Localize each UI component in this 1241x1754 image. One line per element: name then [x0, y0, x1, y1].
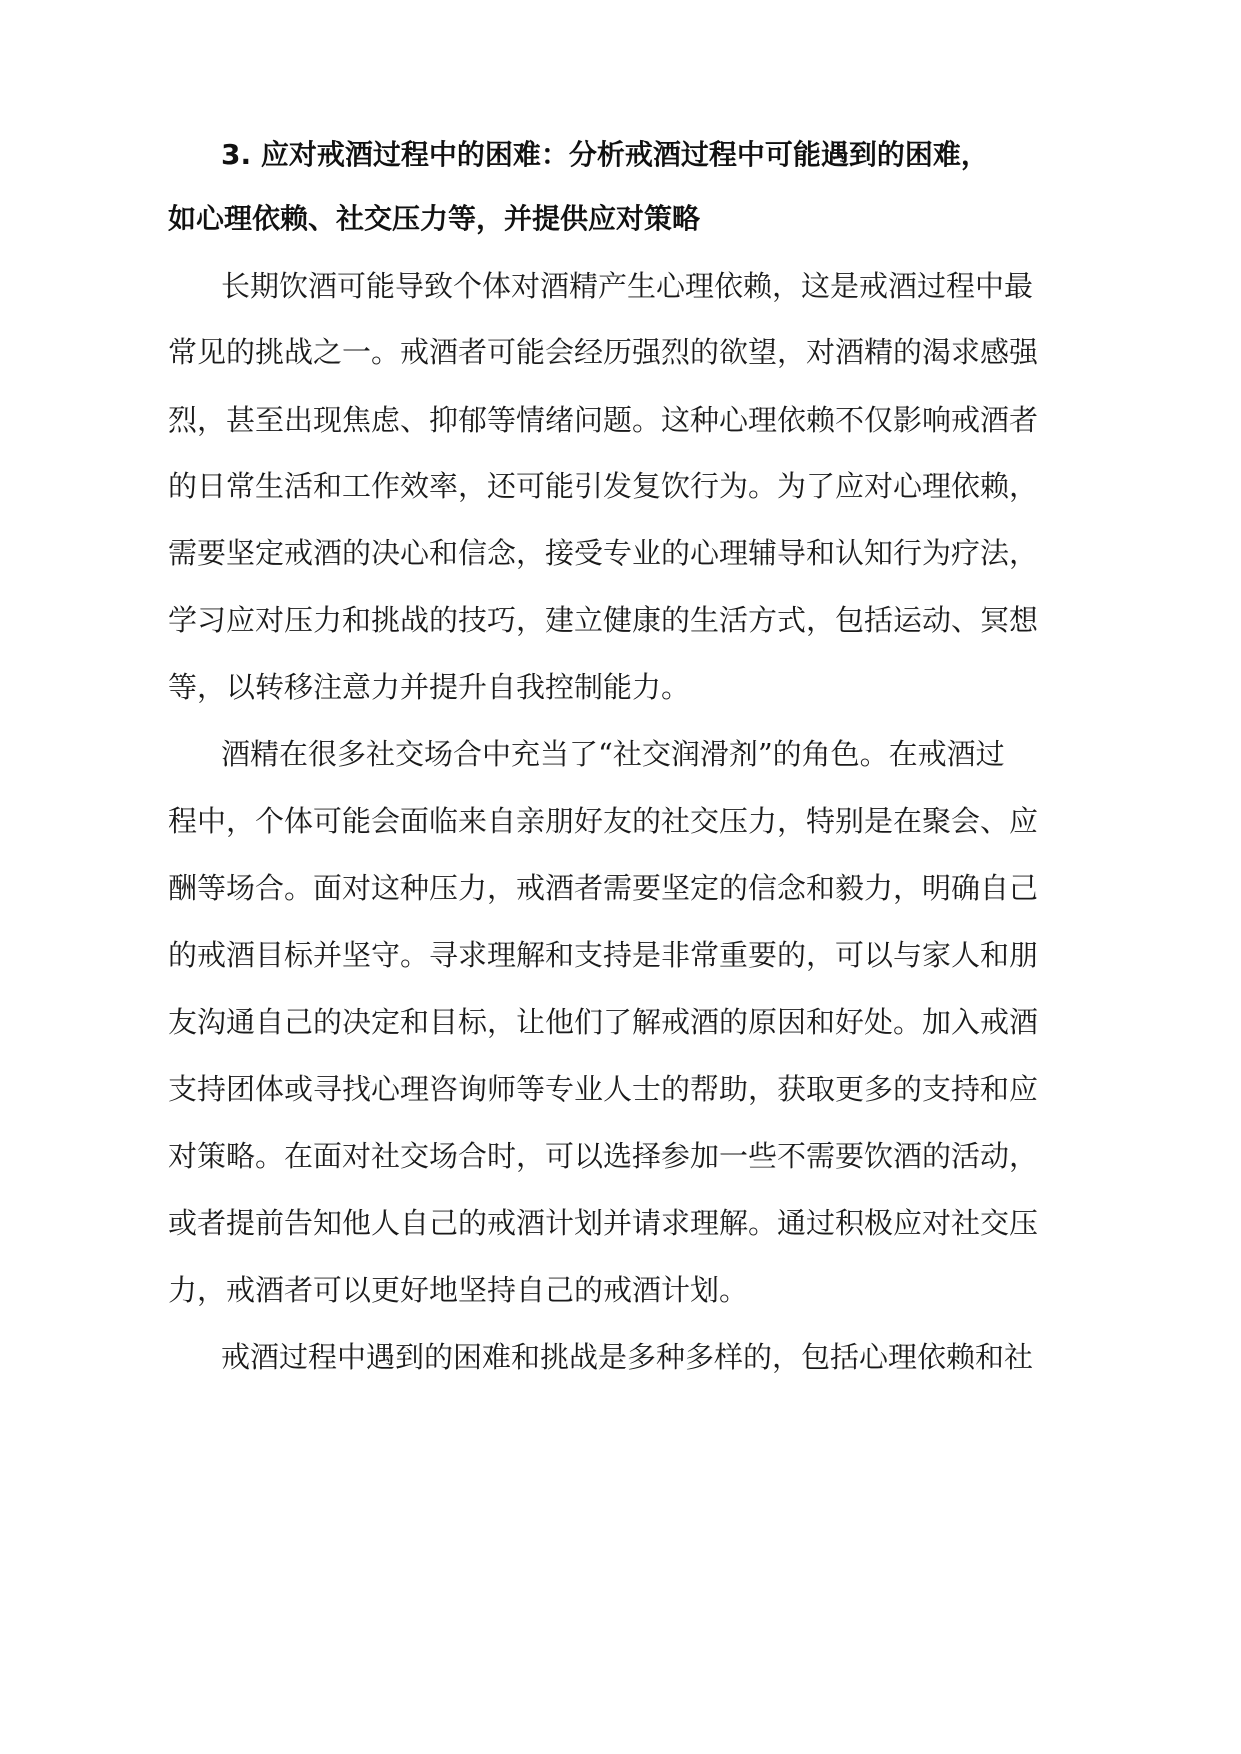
paragraph-line	[0, 662, 1241, 712]
text-line: 等，以转移注意力并提升自我控制能力。	[168, 670, 691, 704]
text-line: 程中，个体可能会面临来自亲朋好友的社交压力，特别是在聚会、应	[168, 804, 1039, 838]
text-line: 酬等场合。面对这种压力，戒酒者需要坚定的信念和毅力，明确自己	[168, 871, 1039, 905]
text-line: 戒酒过程中遇到的困难和挑战是多种多样的，包括心理依赖和社	[221, 1340, 1034, 1374]
text-line: 酒精在很多社交场合中充当了“社交润滑剂”的角色。在戒酒过	[221, 737, 1005, 771]
paragraph-line	[0, 395, 1241, 445]
heading-text: 3. 应对戒酒过程中的困难：分析戒酒过程中可能遇到的困难，	[221, 138, 989, 171]
text-line: 需要坚定戒酒的决心和信念，接受专业的心理辅导和认知行为疗法，	[168, 536, 1039, 570]
text-line: 烈，甚至出现焦虑、抑郁等情绪问题。这种心理依赖不仅影响戒酒者	[168, 403, 1039, 437]
paragraph-line	[0, 1198, 1241, 1248]
text-line: 常见的挑战之一。戒酒者可能会经历强烈的欲望，对酒精的渴求感强	[168, 335, 1039, 369]
paragraph-line	[0, 729, 1241, 779]
paragraph-line	[0, 1265, 1241, 1315]
paragraph-line	[0, 261, 1241, 311]
text-line: 对策略。在面对社交场合时，可以选择参加一些不需要饮酒的活动，	[168, 1139, 1039, 1173]
section-heading-line-2	[0, 194, 1241, 244]
section-heading-line-1	[0, 130, 1241, 180]
paragraph-line	[0, 528, 1241, 578]
paragraph-line	[0, 461, 1241, 511]
paragraph-line	[0, 1332, 1241, 1382]
text-line: 或者提前告知他人自己的戒酒计划并请求理解。通过积极应对社交压	[168, 1206, 1039, 1240]
text-line: 力，戒酒者可以更好地坚持自己的戒酒计划。	[168, 1273, 749, 1307]
paragraph-line	[0, 1064, 1241, 1114]
text-line: 长期饮酒可能导致个体对酒精产生心理依赖，这是戒酒过程中最	[221, 269, 1034, 303]
text-line: 学习应对压力和挑战的技巧，建立健康的生活方式，包括运动、冥想	[168, 603, 1039, 637]
paragraph-line	[0, 997, 1241, 1047]
paragraph-line	[0, 327, 1241, 377]
text-line: 友沟通自己的决定和目标，让他们了解戒酒的原因和好处。加入戒酒	[168, 1005, 1039, 1039]
paragraph-line	[0, 595, 1241, 645]
text-line: 支持团体或寻找心理咨询师等专业人士的帮助，获取更多的支持和应	[168, 1072, 1039, 1106]
heading-text: 如心理依赖、社交压力等，并提供应对策略	[168, 202, 701, 235]
paragraph-line	[0, 930, 1241, 980]
paragraph-line	[0, 796, 1241, 846]
text-line: 的戒酒目标并坚守。寻求理解和支持是非常重要的，可以与家人和朋	[168, 938, 1039, 972]
paragraph-line	[0, 863, 1241, 913]
paragraph-line	[0, 1131, 1241, 1181]
text-line: 的日常生活和工作效率，还可能引发复饮行为。为了应对心理依赖，	[168, 469, 1039, 503]
